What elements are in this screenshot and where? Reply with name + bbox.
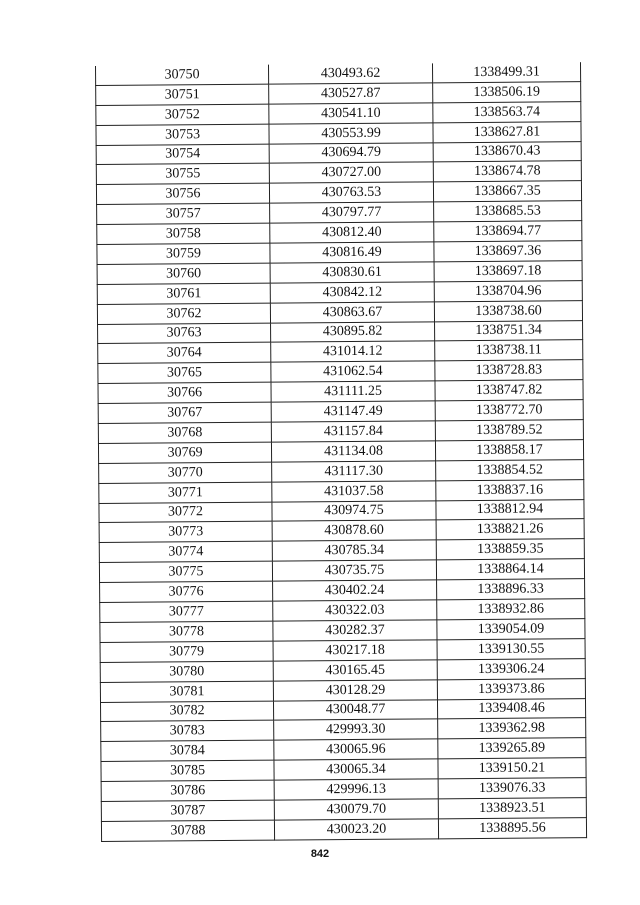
x-coordinate-cell: 430797.77 [270,202,434,223]
y-coordinate-cell: 1339408.46 [437,698,585,719]
y-coordinate-cell: 1338895.56 [438,818,586,839]
point-id-cell: 30771 [99,482,272,503]
point-id-cell: 30763 [98,323,271,344]
y-coordinate-cell: 1338627.81 [433,121,581,142]
y-coordinate-cell: 1338932.86 [437,599,585,620]
y-coordinate-cell: 1338697.18 [434,261,582,282]
x-coordinate-cell: 430065.34 [274,759,438,780]
point-id-cell: 30765 [98,362,271,383]
x-coordinate-cell: 430735.75 [272,560,436,581]
y-coordinate-cell: 1338858.17 [435,440,583,461]
y-coordinate-cell: 1338728.83 [435,360,583,381]
x-coordinate-cell: 430282.37 [273,620,437,641]
x-coordinate-cell: 430493.62 [268,63,432,84]
y-coordinate-cell: 1338738.60 [434,300,582,321]
point-id-cell: 30752 [96,104,269,125]
point-id-cell: 30774 [99,541,272,562]
y-coordinate-cell: 1339076.33 [438,778,586,799]
x-coordinate-cell: 430402.24 [273,580,437,601]
point-id-cell: 30769 [98,442,271,463]
x-coordinate-cell: 430863.67 [270,302,434,323]
point-id-cell: 30750 [95,65,268,86]
y-coordinate-cell: 1338674.78 [433,161,581,182]
point-id-cell: 30781 [100,681,273,702]
x-coordinate-cell: 430727.00 [269,162,433,183]
point-id-cell: 30776 [100,581,273,602]
point-id-cell: 30788 [101,820,274,841]
point-id-cell: 30782 [100,701,273,722]
y-coordinate-cell: 1338747.82 [435,380,583,401]
y-coordinate-cell: 1338772.70 [435,400,583,421]
point-id-cell: 30756 [96,183,269,204]
y-coordinate-cell: 1338499.31 [432,62,580,83]
y-coordinate-cell: 1339130.55 [437,638,585,659]
y-coordinate-cell: 1338685.53 [434,201,582,222]
point-id-cell: 30778 [100,621,273,642]
y-coordinate-cell: 1338821.26 [436,519,584,540]
point-id-cell: 30779 [100,641,273,662]
y-coordinate-cell: 1338854.52 [436,459,584,480]
x-coordinate-cell: 430812.40 [270,222,434,243]
point-id-cell: 30767 [98,402,271,423]
point-id-cell: 30773 [99,522,272,543]
x-coordinate-cell: 430048.77 [273,699,437,720]
x-coordinate-cell: 431111.25 [271,381,435,402]
y-coordinate-cell: 1338812.94 [436,499,584,520]
point-id-cell: 30760 [97,263,270,284]
y-coordinate-cell: 1339373.86 [437,678,585,699]
coordinates-table-body [95,62,586,841]
x-coordinate-cell: 430842.12 [270,282,434,303]
x-coordinate-cell: 430895.82 [271,321,435,342]
point-id-cell: 30762 [97,303,270,324]
y-coordinate-cell: 1338864.14 [436,559,584,580]
x-coordinate-cell: 430322.03 [273,600,437,621]
point-id-cell: 30770 [99,462,272,483]
x-coordinate-cell: 430023.20 [274,819,438,840]
x-coordinate-cell: 430830.61 [270,262,434,283]
x-coordinate-cell: 430763.53 [269,182,433,203]
y-coordinate-cell: 1338837.16 [436,479,584,500]
y-coordinate-cell: 1339306.24 [437,658,585,679]
y-coordinate-cell: 1338667.35 [433,181,581,202]
x-coordinate-cell: 430217.18 [273,640,437,661]
x-coordinate-cell: 430128.29 [273,679,437,700]
point-id-cell: 30785 [101,760,274,781]
y-coordinate-cell: 1338563.74 [433,101,581,122]
point-id-cell: 30786 [101,780,274,801]
x-coordinate-cell: 431147.49 [271,401,435,422]
point-id-cell: 30757 [97,203,270,224]
x-coordinate-cell: 430553.99 [269,123,433,144]
y-coordinate-cell: 1338896.33 [437,579,585,600]
x-coordinate-cell: 430785.34 [272,540,436,561]
y-coordinate-cell: 1339362.98 [438,718,586,739]
y-coordinate-cell: 1339265.89 [438,738,586,759]
y-coordinate-cell: 1339054.09 [437,619,585,640]
y-coordinate-cell: 1338697.36 [434,241,582,262]
point-id-cell: 30780 [100,661,273,682]
point-id-cell: 30768 [98,422,271,443]
page-number: 842 [310,848,330,860]
x-coordinate-cell: 430065.96 [274,739,438,760]
x-coordinate-cell: 430974.75 [272,500,436,521]
point-id-cell: 30753 [96,124,269,145]
y-coordinate-cell: 1338859.35 [436,539,584,560]
x-coordinate-cell: 429996.13 [274,779,438,800]
y-coordinate-cell: 1338923.51 [438,798,586,819]
x-coordinate-cell: 430878.60 [272,520,436,541]
x-coordinate-cell: 430527.87 [269,83,433,104]
x-coordinate-cell: 431157.84 [271,421,435,442]
x-coordinate-cell: 431062.54 [271,361,435,382]
point-id-cell: 30751 [96,84,269,105]
point-id-cell: 30783 [101,721,274,742]
x-coordinate-cell: 431037.58 [272,481,436,502]
y-coordinate-cell: 1338506.19 [433,82,581,103]
point-id-cell: 30775 [99,561,272,582]
y-coordinate-cell: 1338670.43 [433,141,581,162]
x-coordinate-cell: 430541.10 [269,103,433,124]
x-coordinate-cell: 431014.12 [271,341,435,362]
point-id-cell: 30758 [97,223,270,244]
point-id-cell: 30754 [96,144,269,165]
y-coordinate-cell: 1338704.96 [434,280,582,301]
point-id-cell: 30764 [98,343,271,364]
point-id-cell: 30761 [97,283,270,304]
table-row [101,818,586,842]
x-coordinate-cell: 429993.30 [274,719,438,740]
point-id-cell: 30787 [101,800,274,821]
point-id-cell: 30777 [100,601,273,622]
point-id-cell: 30772 [99,502,272,523]
coordinates-table-wrapper [95,62,583,841]
x-coordinate-cell: 430694.79 [269,142,433,163]
y-coordinate-cell: 1339150.21 [438,758,586,779]
x-coordinate-cell: 430079.70 [274,799,438,820]
x-coordinate-cell: 431117.30 [272,461,436,482]
point-id-cell: 30759 [97,243,270,264]
x-coordinate-cell: 430165.45 [273,660,437,681]
x-coordinate-cell: 430816.49 [270,242,434,263]
x-coordinate-cell: 431134.08 [271,441,435,462]
point-id-cell: 30784 [101,740,274,761]
y-coordinate-cell: 1338694.77 [434,221,582,242]
y-coordinate-cell: 1338789.52 [435,420,583,441]
point-id-cell: 30766 [98,382,271,403]
coordinates-table [95,62,587,842]
point-id-cell: 30755 [96,164,269,185]
y-coordinate-cell: 1338751.34 [435,320,583,341]
y-coordinate-cell: 1338738.11 [435,340,583,361]
